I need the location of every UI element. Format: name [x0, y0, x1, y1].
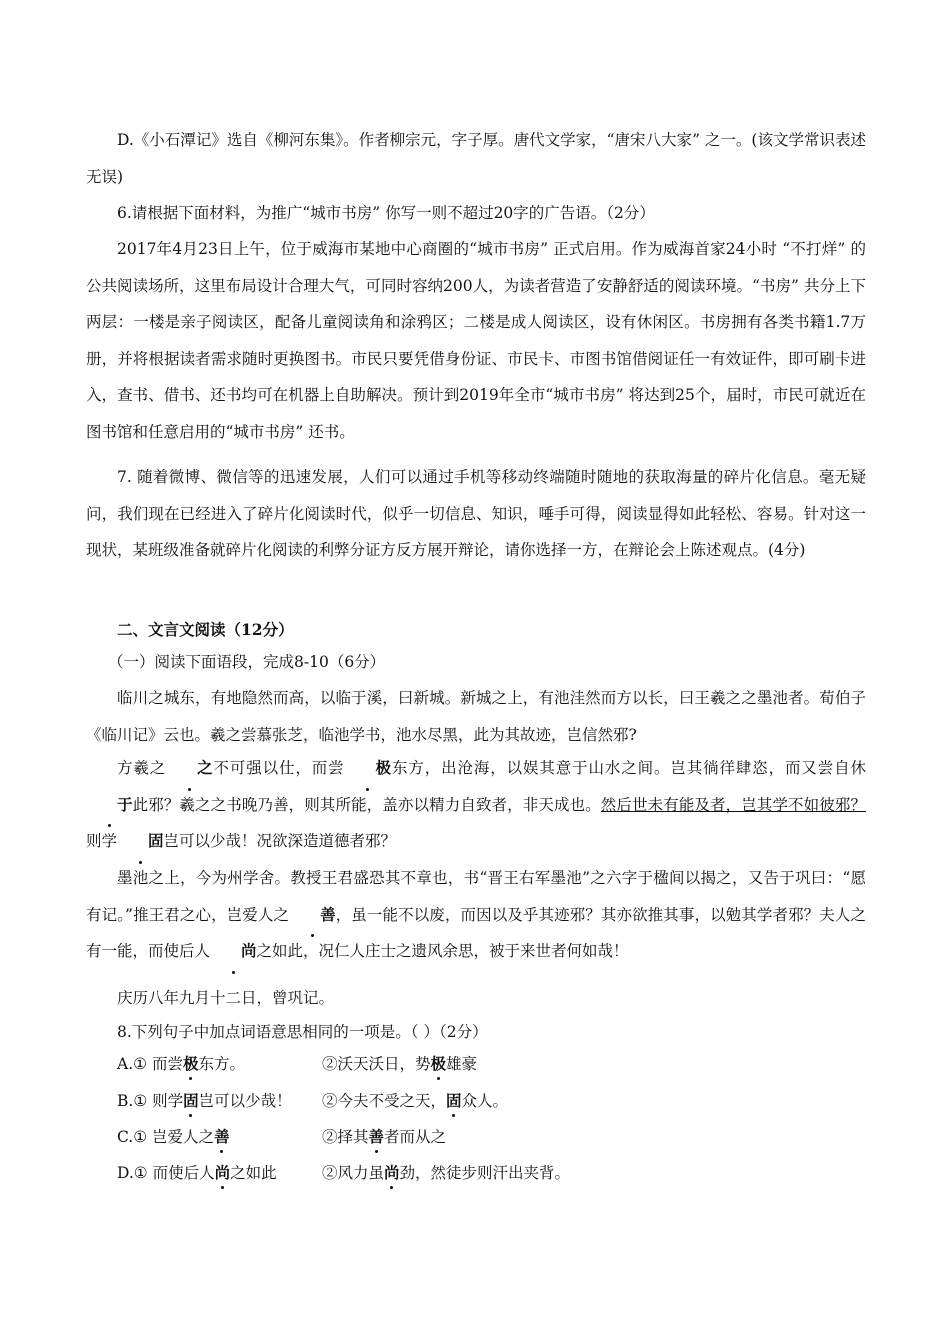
dotted-char: 尚	[215, 1161, 231, 1185]
dotted-char: 于	[86, 787, 133, 824]
dotted-char: 固	[446, 1089, 462, 1113]
question-8: 8.下列句子中加点词语意思相同的一项是。（ ）（2分）	[117, 1023, 488, 1041]
option-b-right: ②今夫不受之天，固众人。	[322, 1089, 508, 1113]
dotted-char: 极	[431, 1052, 447, 1076]
option-d-right: ②风力虽尚劲，然徒步则汗出夹背。	[322, 1161, 570, 1185]
classical-paragraph-3: 墨池之上，今为州学舍。教授王君盛恐其不章也，书“晋王右军墨池”之六字于楹间以揭之，又告于巩曰：“愿有记。”推王君之心，岂爱人之 善，虽一能不以废，而因以及乎其迹邪？其亦欲推其事，以勉其学者邪？夫人之有一能，而使后人 尚之如此，况仁人庄士之遗风余思，被于来世者何如哉！	[86, 860, 866, 970]
dotted-char: 固	[117, 823, 164, 860]
subsection-1-heading: （一）阅读下面语段，完成8-10（6分）	[108, 653, 386, 671]
option-b-left: B.① 则学固岂可以少哉！	[117, 1089, 292, 1113]
question-6: 6.请根据下面材料，为推广“城市书房” 你写一则不超过20字的广告语。（2分）	[117, 204, 655, 222]
dotted-char: 善	[214, 1125, 230, 1149]
classical-paragraph-1: 临川之城东，有地隐然而高，以临于溪，曰新城。新城之上，有池洼然而方以长，曰王羲之之墨池者。荀伯子《临川记》云也。羲之尝慕张芝，临池学书，池水尽黑，此为其故迹，岂信然邪?	[86, 689, 866, 744]
dotted-char: 尚	[210, 933, 257, 970]
option-a-right: ②沃天沃日，势极雄豪	[322, 1052, 477, 1076]
dotted-char: 极	[183, 1052, 199, 1076]
classical-paragraph-2: 方羲之 之不可强以仕，而尝 极东方，出沧海，以娱其意于山水之间。岂其徜徉肆恣，而又尝自休于此邪？羲之之书晚乃善，则其所能，盖亦以精力自致者，非天成也。然后世未有能及者，岂其学不如彼邪？则学 固岂可以少哉！况欲深造道德者邪？	[86, 750, 866, 860]
dotted-char: 尚	[384, 1161, 400, 1185]
dotted-char: 善	[289, 897, 336, 934]
option-d-left: D.① 而使后人尚之如此	[117, 1161, 277, 1185]
question-6-material: 2017年4月23日上午，位于威海市某地中心商圈的“城市书房” 正式启用。作为威海首家24小时 “不打烊” 的公共阅读场所，这里布局设计合理大气，可同时容纳200人，为读者营造了安静舒适的阅读环境。“书房” 共分上下两层：一楼是亲子阅读区，配备儿童阅读角和涂鸦区；二楼是成人阅读区，设有休闲区。书房拥有各类书籍1.7万册，并将根据读者需求随时更换图书。市民只要凭借身份证、市民卡、市图书馆借阅证任一有效证件，即可刷卡进入，查书、借书、还书均可在机器上自助解决。预计到2019年全市“城市书房” 将达到25个，届时，市民可就近在图书馆和任意启用的“城市书房” 还书。	[86, 240, 866, 441]
dotted-char: 极	[345, 750, 392, 787]
paragraph-option-d: D.《小石潭记》选自《柳河东集》。作者柳宗元，字子厚。唐代文学家，“唐宋八大家” 之一。(该文学常识表述无误)	[86, 131, 866, 186]
option-c-left: C.① 岂爱人之善	[117, 1125, 230, 1149]
option-c-right: ②择其善者而从之	[322, 1125, 446, 1149]
question-7: 7. 随着微博、微信等的迅速发展，人们可以通过手机等移动终端随时随地的获取海量的碎片化信息。毫无疑问，我们现在已经进入了碎片化阅读时代，似乎一切信息、知识，唾手可得，阅读显得如此轻松、容易。针对这一现状，某班级准备就碎片化阅读的利弊分证方反方展开辩论，请你选择一方，在辩论会上陈述观点。(4分)	[86, 468, 866, 559]
section-2-heading: 二、文言文阅读（12分）	[117, 620, 294, 639]
underlined-sentence: 然后世未有能及者，岂其学不如彼邪？	[600, 795, 866, 814]
dotted-char: 固	[183, 1089, 199, 1113]
option-a-left: A.① 而尝极东方。	[117, 1052, 245, 1076]
dotted-char: 善	[369, 1125, 385, 1149]
dotted-char: 之	[166, 750, 213, 787]
date-line: 庆历八年九月十二日，曾巩记。	[117, 989, 335, 1007]
